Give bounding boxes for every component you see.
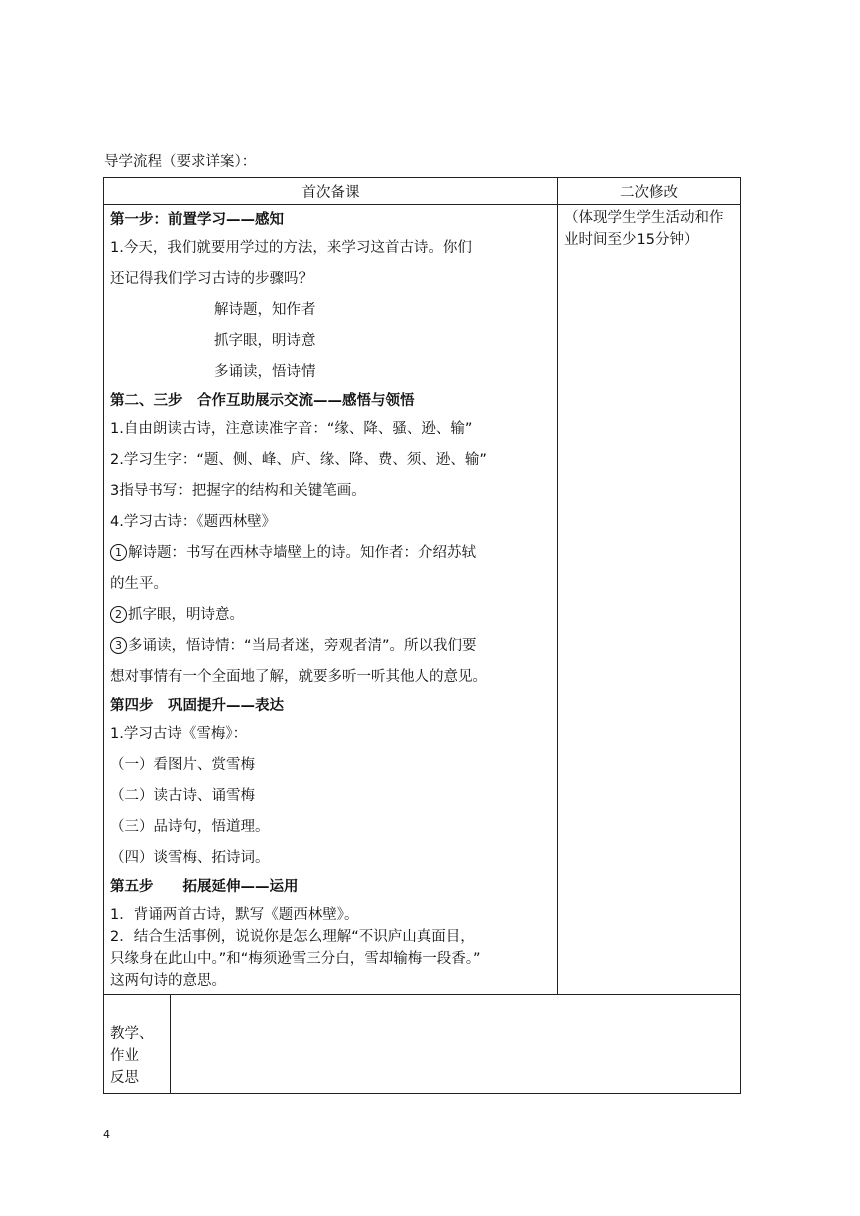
content-line [110, 948, 551, 970]
content-line [110, 600, 551, 631]
content-line [110, 445, 551, 476]
step-heading [110, 874, 551, 900]
line-text: 还记得我们学习古诗的步骤吗？ [110, 271, 313, 287]
page-heading: 导学流程（要求详案）： [104, 154, 257, 170]
page-number: 4 [103, 1128, 110, 1141]
reflection-label [104, 995, 171, 1094]
line-text: （四）谈雪梅、拓诗词。 [110, 850, 270, 866]
content-line [110, 631, 551, 662]
col-header-first-prep: 首次备课 [104, 178, 558, 205]
line-text: 的生平。 [110, 576, 168, 592]
line-text: 2．结合生活事例，说说你是怎么理解“不识庐山真面目， [110, 929, 475, 945]
content-line [110, 326, 551, 357]
content-line [110, 264, 551, 295]
line-text: （三）品诗句，悟道理。 [110, 819, 270, 835]
line-text: 抓字眼，明诗意 [214, 333, 316, 349]
content-line [110, 970, 551, 992]
line-text: 多诵读，悟诗情 [214, 364, 316, 380]
line-text: 第五步 拓展延伸——运用 [110, 879, 299, 895]
line-text: 1.今天，我们就要用学过的方法，来学习这首古诗。你们 [110, 240, 472, 256]
content-line [110, 781, 551, 812]
content-line [110, 812, 551, 843]
content-line [110, 538, 551, 569]
line-text: 解诗题，知作者 [214, 302, 316, 318]
line-text: 1.学习古诗《雪梅》： [110, 726, 248, 742]
first-prep-content [104, 205, 558, 995]
reflection-label-line: 反思 [110, 1070, 139, 1086]
reflection-label-line: 作业 [110, 1048, 139, 1064]
lesson-plan-table [103, 177, 741, 1094]
line-text: 4.学习古诗：《题西林壁》 [110, 514, 277, 530]
line-text: 第四步 巩固提升——表达 [110, 698, 284, 714]
step-heading [110, 693, 551, 719]
line-text: 第二、三步 合作互助展示交流——感悟与领悟 [110, 393, 415, 409]
circled-number: 2 [110, 606, 127, 623]
content-line [110, 357, 551, 388]
line-text: 3指导书写：把握字的结构和关键笔画。 [110, 483, 366, 499]
revision-note: （体现学生学生活动和作业时间至少15分钟） [558, 205, 741, 995]
content-line [110, 904, 551, 926]
line-text: （二）读古诗、诵雪梅 [110, 788, 255, 804]
reflection-content[interactable] [171, 995, 741, 1094]
content-line [110, 569, 551, 600]
line-text: 抓字眼，明诗意。 [128, 607, 244, 623]
line-text: （一）看图片、赏雪梅 [110, 757, 255, 773]
content-line [110, 507, 551, 538]
content-line [110, 414, 551, 445]
circled-number: 1 [110, 544, 127, 561]
col-header-revision: 二次修改 [558, 178, 741, 205]
line-text: 只缘身在此山中。”和“梅须逊雪三分白，雪却输梅一段香。” [110, 951, 481, 967]
content-line [110, 476, 551, 507]
content-line [110, 233, 551, 264]
content-line [110, 926, 551, 948]
content-line [110, 750, 551, 781]
line-text: 这两句诗的意思。 [110, 973, 226, 989]
line-text: 多诵读，悟诗情：“当局者迷，旁观者清”。所以我们要 [128, 638, 477, 654]
content-line [110, 662, 551, 693]
circled-number: 3 [110, 637, 127, 654]
reflection-label-line: 教学、 [110, 1026, 154, 1042]
line-text: 2.学习生字：“题、侧、峰、庐、缘、降、费、须、逊、输” [110, 452, 487, 468]
line-text: 想对事情有一个全面地了解，就要多听一听其他人的意见。 [110, 669, 487, 685]
step-heading [110, 207, 551, 233]
line-text: 第一步：前置学习——感知 [110, 212, 284, 228]
content-line [110, 843, 551, 874]
step-heading [110, 388, 551, 414]
line-text: 解诗题：书写在西林寺墙壁上的诗。知作者：介绍苏轼 [128, 545, 476, 561]
line-text: 1.自由朗读古诗，注意读准字音：“缘、降、骚、逊、输” [110, 421, 473, 437]
content-line [110, 295, 551, 326]
line-text: 1．背诵两首古诗，默写《题西林壁》。 [110, 907, 359, 923]
content-line [110, 719, 551, 750]
